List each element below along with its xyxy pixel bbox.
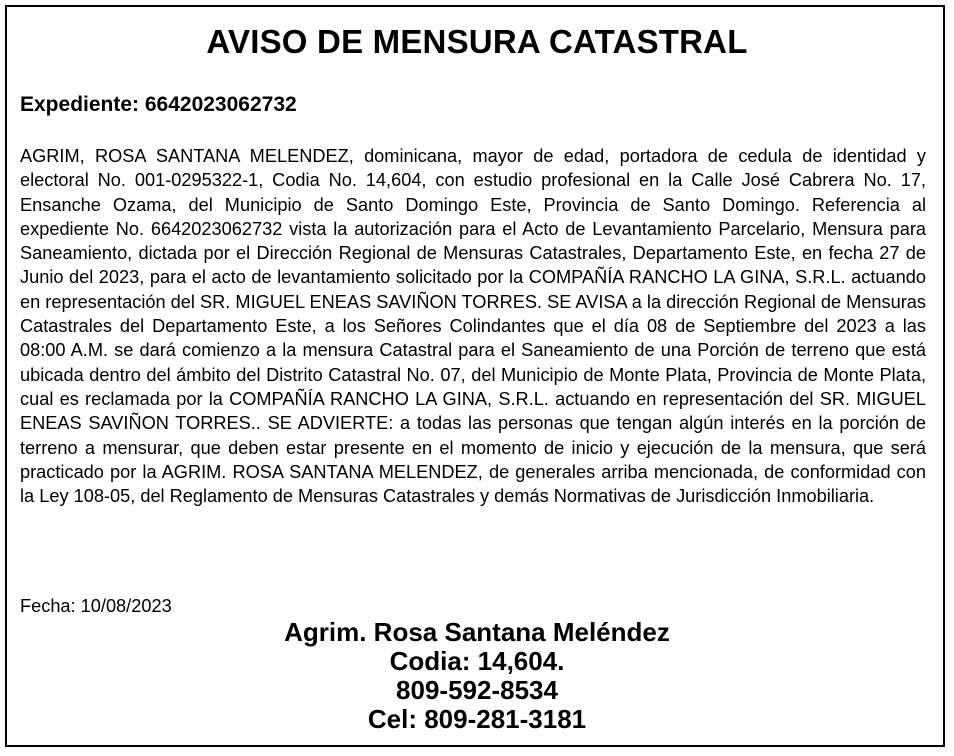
signature-codia: Codia: 14,604. bbox=[389, 646, 565, 676]
signature-block bbox=[0, 618, 954, 734]
notice-body-text: AGRIM, ROSA SANTANA MELENDEZ, dominicana, mayor de edad, portadora de cedula de identidad y electoral No. 001-0295322-1, Codia No. 14,604, con estudio profesional en la Calle José Cabrera No. 17, Ensanche Ozama, del Municipio de Santo Domingo Este, Provincia de Santo Domingo. Referencia al expediente No. 6642023062732 vista la autorización para el Acto de Levantamiento Parcelario, Mensura para Saneamiento, dictada por el Dirección Regional de Mensuras Catastrales, Departamento Este, en fecha 27 de Junio del 2023, para el acto de levantamiento solicitado por la COMPAÑÍA RANCHO LA GINA, S.R.L. actuando en representación del SR. MIGUEL ENEAS SAVIÑON TORRES. SE AVISA a la dirección Regional de Mensuras Catastrales del Departamento Este, a los Señores Colindantes que el día 08 de Septiembre del 2023 a las 08:00 A.M. se dará comienzo a la mensura Catastral para el Saneamiento de una Porción de terreno que está ubicada dentro del ámbito del Distrito Catastral No. 07, del Municipio de Monte Plata, Provincia de Monte Plata, cual es reclamada por la COMPAÑÍA RANCHO LA GINA, S.R.L. actuando en representación del SR. MIGUEL ENEAS SAVIÑON TORRES.. SE ADVIERTE: a todas las personas que tengan algún interés en la porción de terreno a mensurar, que deben estar presente en el momento de inicio y ejecución de la mensura, que será practicado por la AGRIM. ROSA SANTANA MELENDEZ, de generales arriba mencionada, de conformidad con la Ley 108-05, del Reglamento de Mensuras Catastrales y demás Normativas de Jurisdicción Inmobiliaria. bbox=[20, 146, 926, 507]
expediente-number: Expediente: 6642023062732 bbox=[20, 93, 297, 116]
notice-date: Fecha: 10/08/2023 bbox=[20, 596, 172, 616]
signature-name: Agrim. Rosa Santana Meléndez bbox=[284, 617, 670, 647]
signature-phone: 809-592-8534 bbox=[396, 675, 558, 705]
signature-cell: Cel: 809-281-3181 bbox=[367, 704, 587, 734]
notice-title: AVISO DE MENSURA CATASTRAL bbox=[206, 23, 748, 60]
